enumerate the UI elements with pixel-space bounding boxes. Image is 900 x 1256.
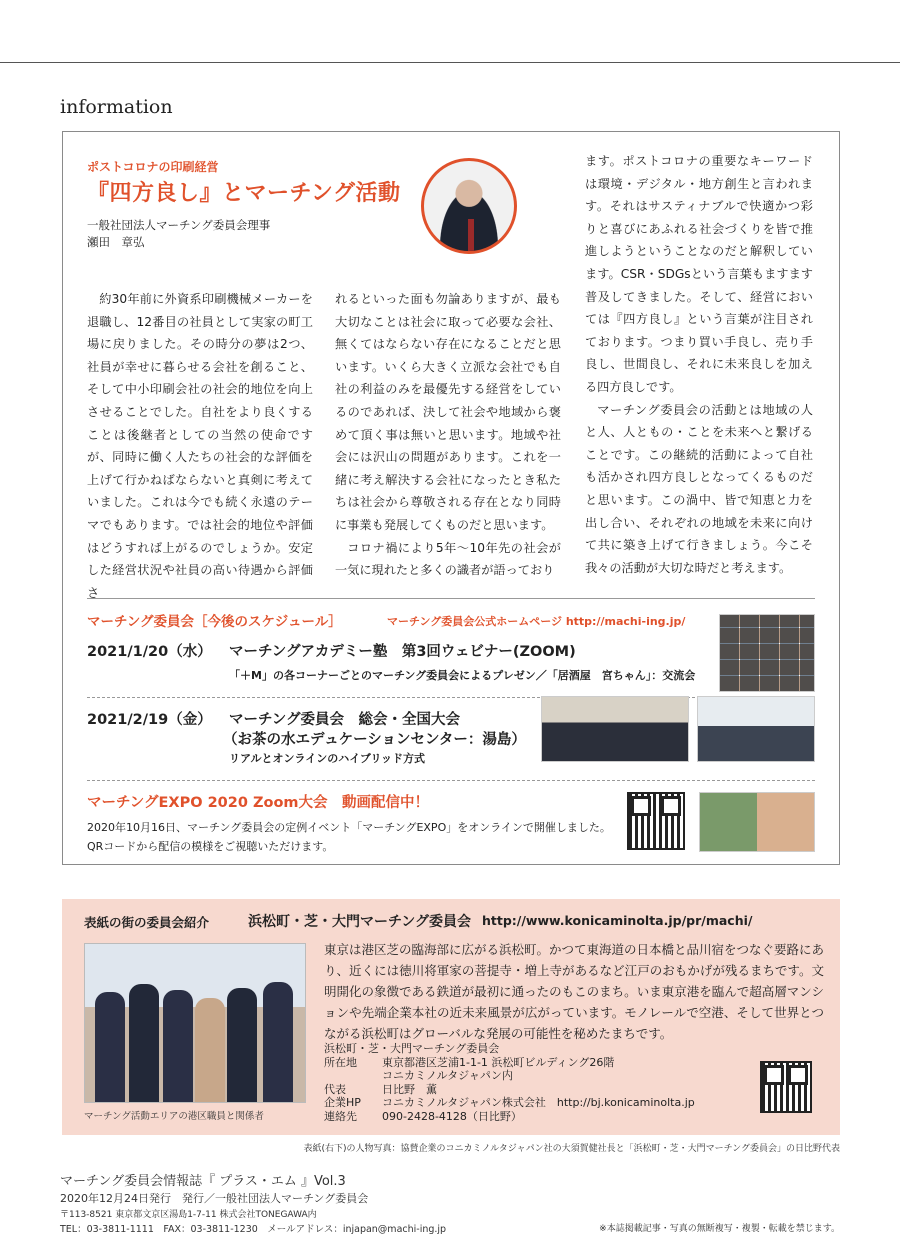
top-rule [0,62,900,63]
webinar-screenshot [719,614,815,692]
expo-qr-code[interactable] [627,792,685,850]
committee-name: 浜松町・芝・大門マーチング委員会 [248,914,472,930]
info-hp-val[interactable]: コニカミノルタジャパン株式会社 http://bj.konicaminolta.jp [382,1096,695,1109]
committee-qr-code[interactable] [760,1061,812,1113]
cover-intro-text: 東京は港区芝の臨海部に広がる浜松町。かつて東海道の日本橋と品川宿をつなぐ要路にあり、近くには徳川将軍家の菩提寺・増上寺があるなど江戸のおもかげが残るまちです。文明開化の象徴である鉄道が最初に通ったのもこのまち。いま東京港を臨んで超高層マンションや先端企業本社の近未来風景が広がっています。モノレールで空港、そして世界とつながる浜松町はグローバルな発展の可能性を秘めたまちです。 [324,942,825,1041]
article-column-2 [335,288,561,582]
author-name: 瀬田 章弘 [87,235,145,249]
footer-copyright-note: ※本誌掲載記事・写真の無断複写・複製・転載を禁じます。 [599,1224,840,1234]
section-label: information [60,96,173,118]
paragraph: マーチング委員会の活動とは地域の人と人、人ともの・ことを未来へと繋げることです。この継続的活動によって自社も活かされ四方良しとなってくるものだと思います。この渦中、皆で知恵と力を出し合い、それぞれの地域を未来に向けて共に築き上げて行きましょう。今こそ我々の活動が大切な時だと考えます。 [585,402,813,575]
paragraph: 約30年前に外資系印刷機械メーカーを退職し、12番目の社員として実家の町工場に戻りました。その時分の夢は2つ、社員が幸せに暮らせる会社を創ること、そして中小印刷会社の社会的地位を向上させることでした。自社をより良くすることは後継者としての当然の使命ですが、同時に働く人たちの社会的な評価を上げて行かねばならないと真剣に考えていました。これは今でも続く永遠のテーマでもあります。では社会的地位や評価はどうすれば上がるのでしょうか。安定した経営状況や社員の高い待遇から評価さ [87,292,313,600]
info-rep-val: 日比野 薫 [382,1082,437,1096]
paragraph: れるといった面も勿論ありますが、最も大切なことは社会に取って必要な会社、無くてはならない存在になることだと思います。いくら大きく立派な会社でも自社の利益のみを最優先する経営をしているのであれば、決して社会や地域から褒めて頂く事は無いと思います。地域や社会には沢山の問題があります。これを一緒に考え解決する会社になったとき私たちは社会から尊敬される存在となり同時に事業も発展してくものだと思います。 [335,292,561,532]
author-org: 一般社団法人マーチング委員会理事 [87,218,271,232]
event-1-subtitle: 「＋M」の各コーナーごとのマーチング委員会によるプレゼン／「居酒屋 宮ちゃん」：交流会 [229,669,696,682]
assembly-photo-2 [697,696,815,762]
info-address-val: 東京都港区芝浦1-1-1 浜松町ビルディング26階 [382,1055,615,1069]
article-column-3 [585,150,813,579]
expo-divider [87,780,815,781]
info-contact-val: 090-2428-4128（日比野） [382,1109,522,1123]
footer-magazine: マーチング委員会情報誌『 プラス・エム 』Vol.3 [60,1174,346,1189]
article-column-1 [87,288,313,604]
cover-photo-caption: 表紙(右下)の人物写真：協賛企業のコニカミノルタジャパン社の大須賀健社長と「浜松町・芝・大門マーチング委員会」の日比野代表 [303,1144,840,1154]
cover-intro-label: 表紙の街の委員会紹介 [84,915,210,930]
cover-intro-panel [62,899,840,1135]
committee-info [324,1042,695,1123]
paragraph: コロナ禍により5年～10年先の社会が一気に現れたと多くの識者が語っており [335,540,561,578]
committee-url[interactable]: http://www.konicaminolta.jp/pr/machi/ [482,913,753,928]
homepage-link[interactable]: マーチング委員会公式ホームページ http://machi-ing.jp/ [387,615,686,628]
footer-contact: TEL：03-3811-1111 FAX：03-3811-1230 メールアドレス：injapan@machi-ing.jp [60,1224,447,1235]
event-2-title: マーチング委員会 総会・全国大会 [229,712,460,728]
footer-address: 〒113-8521 東京都文京区湯島1-7-11 株式会社TONEGAWA内 [60,1210,317,1220]
schedule-divider [87,598,815,599]
schedule-heading: マーチング委員会［今後のスケジュール］ [87,614,342,630]
footer-date: 2020年12月24日発行 発行／一般社団法人マーチング委員会 [60,1192,369,1205]
event-2-date: 2021/2/19（金） [87,712,212,728]
article-kicker: ポストコロナの印刷経営 [87,160,219,174]
info-rep-key: 代表 [324,1082,346,1096]
expo-heading: マーチングEXPO 2020 Zoom大会 動画配信中！ [87,795,430,811]
event-1-date: 2021/1/20（水） [87,644,212,660]
info-address-key: 所在地 [324,1055,357,1069]
assembly-photo-1 [541,696,689,762]
author-portrait [421,158,517,254]
article-box [62,131,840,865]
article-title: 『四方良し』とマーチング活動 [87,181,401,206]
group-photo-caption: マーチング活動エリアの港区職員と関係者 [84,1111,264,1122]
info-org: 浜松町・芝・大門マーチング委員会 [324,1042,500,1055]
expo-text [87,818,617,856]
paragraph: ます。ポストコロナの重要なキーワードは環境・デジタル・地方創生と言われます。それはサスティナブルで快適かつ彩りと喜びにあふれる社会づくりを皆で推進しようということなのだと解釈しています。CSR・SDGsという言葉もますます普及してきました。そして、経営においては『四方良し』という言葉が注目されております。つまり買い手良し、売り手良し、世間良し、それに未来良しを加える四方良しです。 [585,154,813,394]
expo-video-thumbnail [699,792,815,852]
expo-text-line: 2020年10月16日、マーチング委員会の定例イベント「マーチングEXPO」をオンラインで開催しました。 [87,821,611,834]
event-2-subtitle: リアルとオンラインのハイブリッド方式 [229,752,426,765]
expo-text-line: QRコードから配信の模様をご視聴いただけます。 [87,840,334,853]
group-photo [84,943,306,1103]
info-hp-key: 企業HP [324,1096,361,1109]
event-1-title: マーチングアカデミー塾 第3回ウェビナー(ZOOM) [229,644,576,660]
info-contact-key: 連絡先 [324,1109,357,1123]
event-2-venue: （お茶の水エデュケーションセンター：湯島） [223,732,526,748]
info-address-val2: コニカミノルタジャパン内 [382,1069,513,1082]
